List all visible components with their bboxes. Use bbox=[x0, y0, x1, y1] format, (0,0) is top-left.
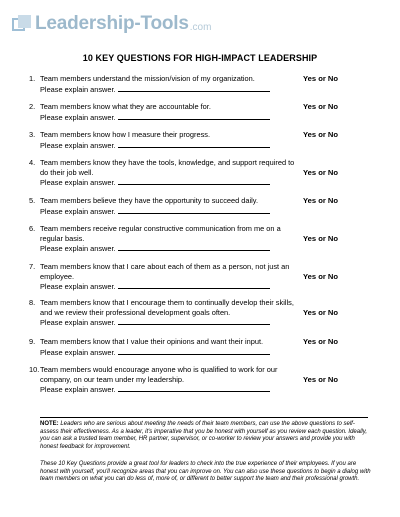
question-item bbox=[29, 102, 339, 122]
question-text: Team members know that I encourage them to continually develop their skills, and we review their professional development goals often. bbox=[40, 298, 294, 317]
question-text: Team members know they have the tools, knowledge, and support required to do their job well. bbox=[40, 158, 295, 177]
question-text: Team members believe they have the opportunity to succeed daily. bbox=[40, 196, 259, 205]
explain-label: Please explain answer. bbox=[40, 178, 116, 187]
yes-or-no-label: Yes or No bbox=[303, 272, 339, 281]
question-item bbox=[29, 298, 339, 328]
yes-or-no-label: Yes or No bbox=[303, 337, 339, 346]
yes-or-no-label: Yes or No bbox=[303, 375, 339, 384]
question-number: 4. bbox=[29, 158, 36, 167]
answer-line[interactable] bbox=[118, 206, 270, 214]
question-text: Team members would encourage anyone who is qualified to work for our company, on our team under my leadership. bbox=[40, 365, 278, 384]
yes-or-no-label: Yes or No bbox=[303, 74, 339, 83]
logo-name: Leadership-Tools bbox=[35, 13, 189, 34]
explain-label: Please explain answer. bbox=[40, 84, 116, 94]
note-divider bbox=[40, 417, 368, 418]
question-number: 2. bbox=[29, 102, 36, 111]
question-number: 6. bbox=[29, 224, 36, 233]
note-label: NOTE: bbox=[40, 421, 59, 427]
explain-label: Please explain answer. bbox=[40, 318, 116, 327]
question-number: 8. bbox=[29, 298, 36, 307]
answer-line[interactable] bbox=[118, 384, 270, 392]
question-text: Team members know what they are accountable for. bbox=[40, 102, 211, 111]
answer-line[interactable] bbox=[118, 281, 270, 289]
answer-line[interactable] bbox=[118, 84, 270, 92]
answer-line[interactable] bbox=[118, 243, 270, 251]
note-paragraph-2: These 10 Key Questions provide a great tool for leaders to check into the true experience of their employees. If you are honest with yourself, you'll recognize areas that you can improve on. You can also use these questions to begin a dialog with team members on what you can do less of, more of, or different to better support the team and their professional growth. bbox=[40, 461, 371, 482]
note-paragraph bbox=[40, 421, 372, 451]
question-number: 1. bbox=[29, 74, 36, 83]
question-item bbox=[29, 262, 339, 292]
question-number: 5. bbox=[29, 196, 36, 205]
yes-or-no-label: Yes or No bbox=[303, 102, 339, 111]
answer-line[interactable] bbox=[118, 347, 270, 355]
question-item bbox=[29, 130, 339, 150]
answer-line[interactable] bbox=[118, 112, 270, 120]
site-logo bbox=[12, 13, 211, 35]
explain-label: Please explain answer. bbox=[40, 140, 116, 150]
question-number: 9. bbox=[29, 337, 36, 346]
explain-label: Please explain answer. bbox=[40, 206, 116, 216]
question-item bbox=[29, 74, 339, 94]
question-item bbox=[29, 337, 339, 357]
question-number: 7. bbox=[29, 262, 36, 271]
question-text: Team members know that I value their opinions and want their input. bbox=[40, 337, 264, 346]
answer-line[interactable] bbox=[118, 317, 270, 325]
question-item bbox=[29, 158, 339, 188]
answer-line[interactable] bbox=[118, 177, 270, 185]
yes-or-no-label: Yes or No bbox=[303, 308, 339, 317]
yes-or-no-label: Yes or No bbox=[303, 168, 339, 177]
note-text: Leaders who are serious about meeting the needs of their team members, can use the above questions to self-assess their effectiveness. As a leader, it's imperative that you be honest with yourself as you review each question. Ideally, you can ask a trusted team member, HR partner, supervisor, or co-worker to review your answers and provide you with honest feedback for improvement. bbox=[40, 421, 367, 450]
question-number: 3. bbox=[29, 130, 36, 139]
question-text: Team members know how I measure their progress. bbox=[40, 130, 211, 139]
logo-icon bbox=[12, 15, 31, 34]
question-text: Team members receive regular constructive communication from me on a regular basis. bbox=[40, 224, 281, 243]
question-item bbox=[29, 196, 339, 216]
question-item bbox=[29, 224, 339, 254]
explain-label: Please explain answer. bbox=[40, 112, 116, 122]
question-number: 10. bbox=[29, 365, 40, 374]
answer-line[interactable] bbox=[118, 140, 270, 148]
explain-label: Please explain answer. bbox=[40, 244, 116, 253]
page-title: 10 KEY QUESTIONS FOR HIGH-IMPACT LEADERSHIP bbox=[82, 53, 318, 63]
yes-or-no-label: Yes or No bbox=[303, 130, 339, 139]
explain-label: Please explain answer. bbox=[40, 282, 116, 291]
question-text: Team members understand the mission/vision of my organization. bbox=[40, 74, 255, 83]
yes-or-no-label: Yes or No bbox=[303, 234, 339, 243]
logo-domain: .com bbox=[189, 21, 212, 33]
question-text: Team members know that I care about each of them as a person, not just an employee. bbox=[40, 262, 290, 281]
yes-or-no-label: Yes or No bbox=[303, 196, 339, 205]
question-item bbox=[29, 365, 339, 395]
explain-label: Please explain answer. bbox=[40, 385, 116, 394]
explain-label: Please explain answer. bbox=[40, 347, 116, 357]
